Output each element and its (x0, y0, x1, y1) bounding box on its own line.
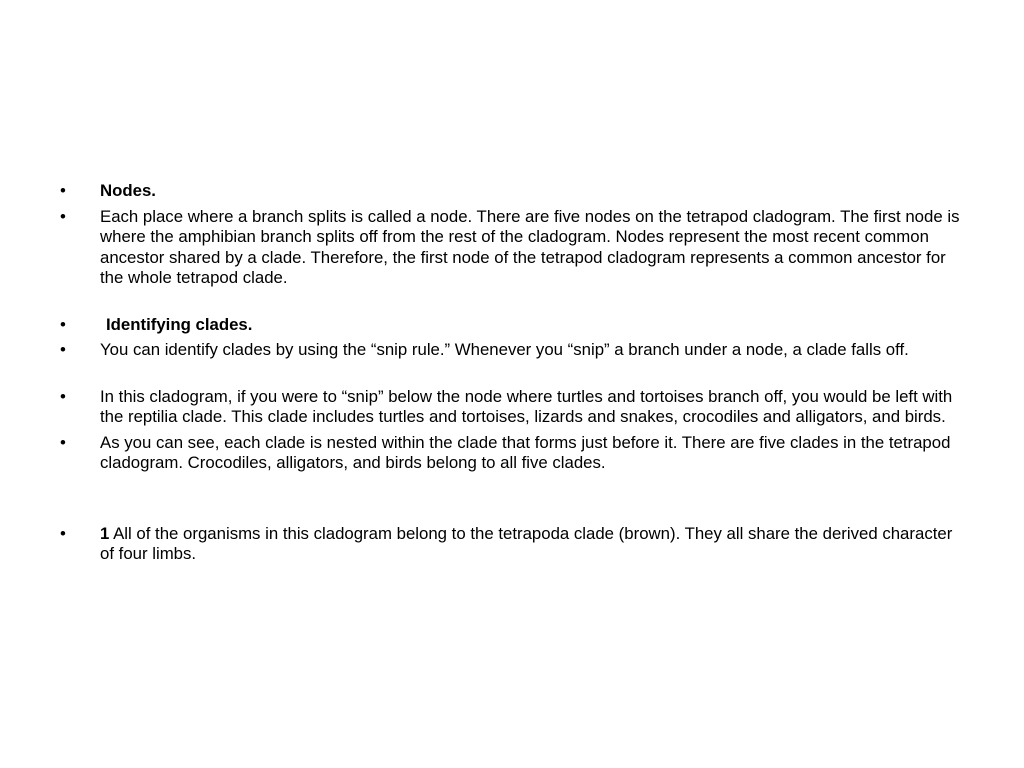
list-item (60, 340, 960, 361)
list-item (60, 387, 960, 428)
list-item (60, 433, 960, 474)
heading-identifying-clades: Identifying clades. (106, 314, 253, 334)
bullet-list (60, 181, 960, 570)
bullet-icon: • (60, 340, 66, 359)
bullet-icon: • (60, 206, 66, 226)
list-item (60, 315, 960, 336)
heading-nodes: Nodes. (100, 181, 156, 200)
bullet-icon: • (60, 314, 66, 334)
list-item (60, 524, 960, 565)
bullet-icon: • (60, 432, 66, 452)
list-item (60, 207, 960, 289)
bullet-icon: • (60, 181, 66, 200)
item-number: 1 (100, 523, 110, 543)
nested-clades-paragraph: As you can see, each clade is nested within the clade that forms just before it. There are five clades in the tetrapod cladogram. Crocodiles, alligators, and birds belong to all five clades. (100, 432, 951, 472)
bullet-icon: • (60, 386, 66, 406)
bullet-icon: • (60, 523, 66, 543)
snip-rule-paragraph: You can identify clades by using the “snip rule.” Whenever you “snip” a branch under a node, a clade falls off. (100, 340, 909, 359)
reptilia-paragraph: In this cladogram, if you were to “snip” below the node where turtles and tortoises branch off, you would be left with the reptilia clade. This clade includes turtles and tortoises, lizards and snakes, crocodiles and alligators, and birds. (100, 386, 953, 426)
list-item (60, 181, 960, 202)
nodes-paragraph: Each place where a branch splits is called a node. There are five nodes on the tetrapod cladogram. The first node is where the amphibian branch splits off from the rest of the cladogram. Nodes represent the most recent common ancestor shared by a clade. Therefore, the first node of the tetrapod cladogram represents a common ancestor for the whole tetrapod clade. (100, 206, 960, 287)
tetrapoda-paragraph: All of the organisms in this cladogram belong to the tetrapoda clade (brown). They all share the derived character of four limbs. (100, 523, 953, 563)
